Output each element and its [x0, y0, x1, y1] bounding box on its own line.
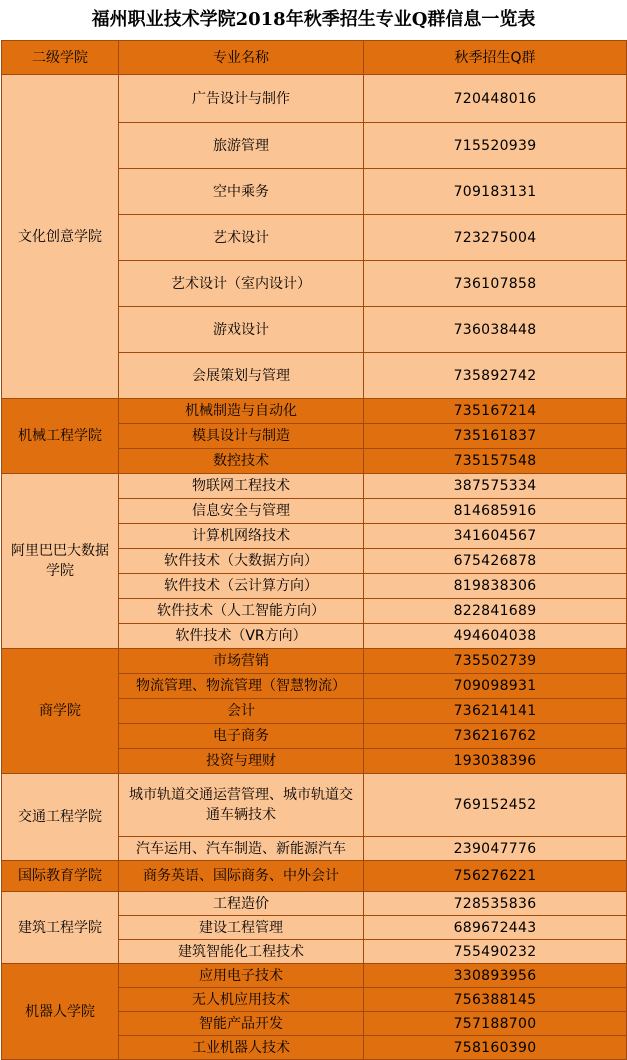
major-cell: 机械制造与自动化	[119, 399, 364, 424]
qq-group-cell: 387575334	[364, 474, 627, 499]
major-cell: 工业机器人技术	[119, 1036, 364, 1060]
major-cell: 软件技术（大数据方向）	[119, 549, 364, 574]
qq-group-cell: 193038396	[364, 749, 627, 774]
qq-group-cell: 341604567	[364, 524, 627, 549]
qq-group-cell: 769152452	[364, 774, 627, 837]
college-cell: 交通工程学院	[2, 774, 119, 861]
major-cell: 游戏设计	[119, 307, 364, 353]
qq-group-cell: 720448016	[364, 75, 627, 123]
header-major: 专业名称	[119, 41, 364, 75]
qq-group-cell: 822841689	[364, 599, 627, 624]
major-cell: 智能产品开发	[119, 1012, 364, 1036]
college-cell: 阿里巴巴大数据学院	[2, 474, 119, 649]
major-cell: 会展策划与管理	[119, 353, 364, 399]
qq-group-cell: 755490232	[364, 940, 627, 964]
qq-group-cell: 735161837	[364, 424, 627, 449]
major-cell: 城市轨道交通运营管理、城市轨道交通车辆技术	[119, 774, 364, 837]
table-row	[2, 474, 627, 499]
major-cell: 建筑智能化工程技术	[119, 940, 364, 964]
qq-group-cell: 757188700	[364, 1012, 627, 1036]
info-table	[1, 40, 627, 1060]
major-cell: 投资与理财	[119, 749, 364, 774]
major-cell: 市场营销	[119, 649, 364, 674]
major-cell: 物流管理、物流管理（智慧物流）	[119, 674, 364, 699]
qq-group-cell: 735157548	[364, 449, 627, 474]
qq-group-cell: 709183131	[364, 169, 627, 215]
major-cell: 计算机网络技术	[119, 524, 364, 549]
qq-group-cell: 723275004	[364, 215, 627, 261]
qq-group-cell: 756276221	[364, 861, 627, 892]
major-cell: 软件技术（云计算方向）	[119, 574, 364, 599]
table-row	[2, 964, 627, 988]
qq-group-cell: 736107858	[364, 261, 627, 307]
table-row	[2, 75, 627, 123]
table-row	[2, 649, 627, 674]
major-cell: 无人机应用技术	[119, 988, 364, 1012]
qq-group-cell: 715520939	[364, 123, 627, 169]
major-cell: 电子商务	[119, 724, 364, 749]
qq-group-cell: 819838306	[364, 574, 627, 599]
qq-group-cell: 239047776	[364, 837, 627, 861]
major-cell: 旅游管理	[119, 123, 364, 169]
major-cell: 软件技术（人工智能方向）	[119, 599, 364, 624]
qq-group-cell: 735167214	[364, 399, 627, 424]
major-cell: 物联网工程技术	[119, 474, 364, 499]
major-cell: 商务英语、国际商务、中外会计	[119, 861, 364, 892]
college-cell: 文化创意学院	[2, 75, 119, 399]
qq-group-cell: 756388145	[364, 988, 627, 1012]
major-cell: 数控技术	[119, 449, 364, 474]
qq-group-cell: 330893956	[364, 964, 627, 988]
qq-group-cell: 728535836	[364, 892, 627, 916]
table-row	[2, 774, 627, 837]
major-cell: 建设工程管理	[119, 916, 364, 940]
major-cell: 工程造价	[119, 892, 364, 916]
college-cell: 机器人学院	[2, 964, 119, 1060]
qq-group-cell: 709098931	[364, 674, 627, 699]
major-cell: 信息安全与管理	[119, 499, 364, 524]
table-row	[2, 892, 627, 916]
qq-group-cell: 735502739	[364, 649, 627, 674]
qq-group-cell: 689672443	[364, 916, 627, 940]
major-cell: 模具设计与制造	[119, 424, 364, 449]
header-college: 二级学院	[2, 41, 119, 75]
major-cell: 艺术设计（室内设计）	[119, 261, 364, 307]
qq-group-cell: 736216762	[364, 724, 627, 749]
table-row	[2, 399, 627, 424]
college-cell: 建筑工程学院	[2, 892, 119, 964]
qq-group-cell: 736214141	[364, 699, 627, 724]
college-cell: 国际教育学院	[2, 861, 119, 892]
college-cell: 商学院	[2, 649, 119, 774]
qq-group-cell: 758160390	[364, 1036, 627, 1060]
table-body	[2, 41, 627, 1060]
table-header-row	[2, 41, 627, 75]
major-cell: 会计	[119, 699, 364, 724]
major-cell: 汽车运用、汽车制造、新能源汽车	[119, 837, 364, 861]
table-row	[2, 861, 627, 892]
major-cell: 艺术设计	[119, 215, 364, 261]
college-cell: 机械工程学院	[2, 399, 119, 474]
major-cell: 空中乘务	[119, 169, 364, 215]
header-qq-group: 秋季招生Q群	[364, 41, 627, 75]
qq-group-cell: 735892742	[364, 353, 627, 399]
page-title: 福州职业技术学院2018年秋季招生专业Q群信息一览表	[0, 0, 627, 40]
qq-group-cell: 814685916	[364, 499, 627, 524]
qq-group-cell: 494604038	[364, 624, 627, 649]
major-cell: 广告设计与制作	[119, 75, 364, 123]
qq-group-cell: 736038448	[364, 307, 627, 353]
major-cell: 软件技术（VR方向）	[119, 624, 364, 649]
qq-group-cell: 675426878	[364, 549, 627, 574]
major-cell: 应用电子技术	[119, 964, 364, 988]
